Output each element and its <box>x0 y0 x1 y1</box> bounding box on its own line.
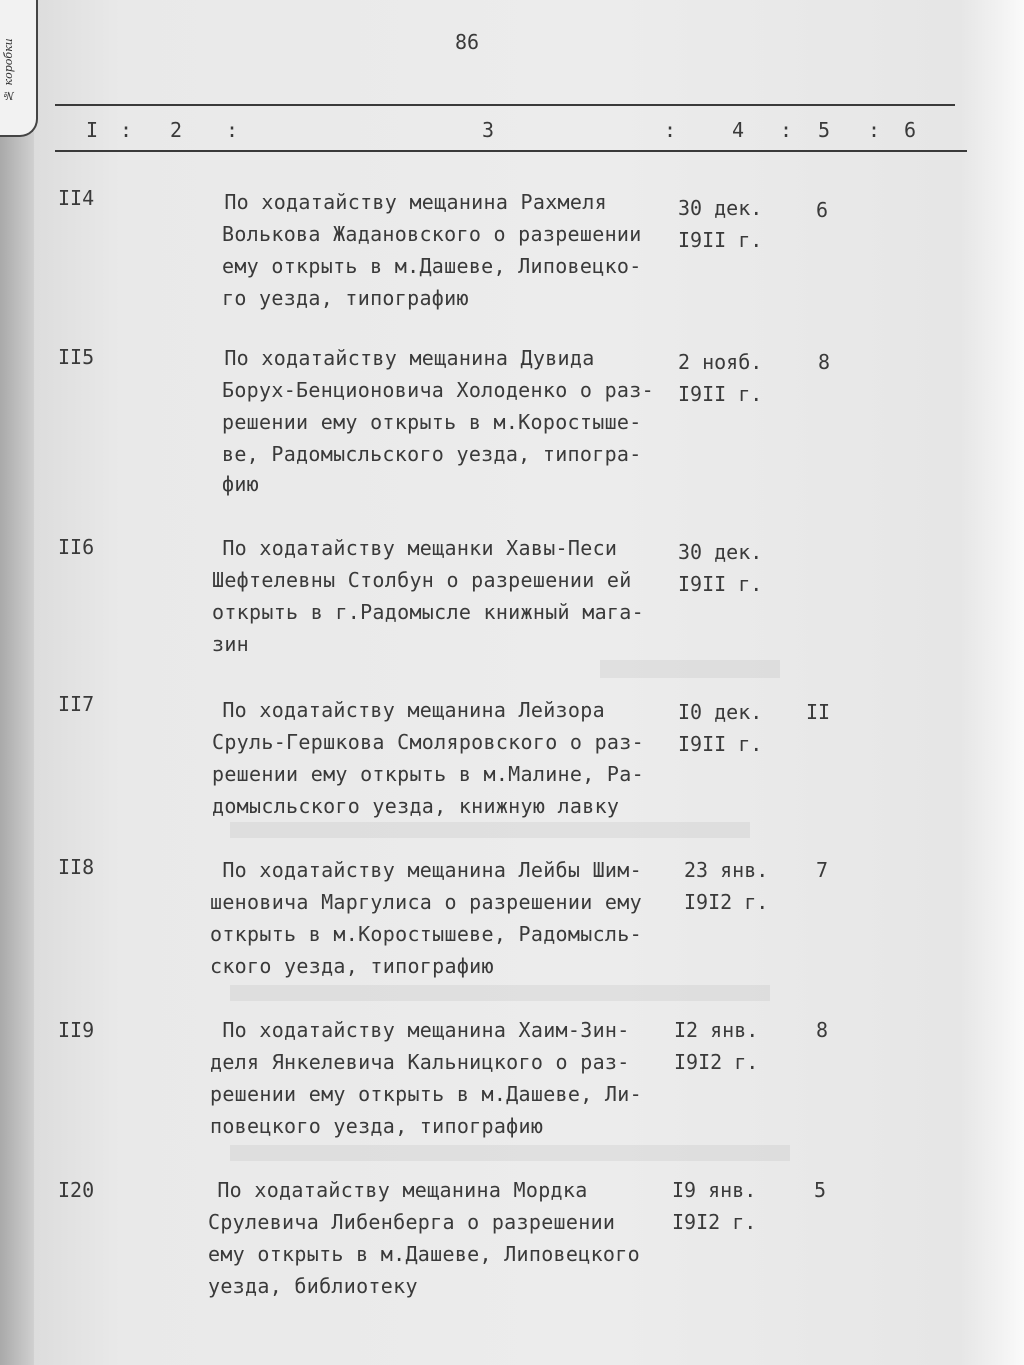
header-separator: : <box>664 118 677 142</box>
row-date-line: 30 дек. <box>678 196 763 220</box>
row-description-line: фию <box>222 472 260 496</box>
bleed-through <box>600 660 780 678</box>
row-date-line: I9II г. <box>678 382 763 406</box>
row-date-line: I2 янв. <box>674 1018 759 1042</box>
row-date-line: I9I2 г. <box>684 890 769 914</box>
bleed-through <box>230 985 770 1001</box>
row-pages: 8 <box>816 1018 829 1042</box>
header-separator: : <box>226 118 239 142</box>
row-description-line: Волькова Жадановского о разрешении <box>222 222 642 246</box>
row-description-line: По ходатайству мещанина Лейзора <box>210 698 605 722</box>
row-description-line: открыть в г.Радомысле книжный мага- <box>212 600 644 624</box>
row-description-line: Шефтелевны Столбун о разрешении ей <box>212 568 632 592</box>
header-bottom-rule <box>55 150 967 152</box>
row-date-line: I9II г. <box>678 572 763 596</box>
row-description-line: По ходатайству мещанина Хаим-Зин- <box>210 1018 630 1042</box>
row-date-line: 23 янв. <box>684 858 769 882</box>
row-description-line: уезда, библиотеку <box>208 1274 418 1298</box>
row-description-line: Борух-Бенционовича Холоденко о раз- <box>222 378 654 402</box>
row-description-line: ского уезда, типографию <box>210 954 494 978</box>
row-description-line: домысльского уезда, книжную лавку <box>212 794 620 818</box>
row-number: II4 <box>58 186 95 210</box>
box-number-tab <box>0 0 38 137</box>
page-binding <box>0 0 34 1365</box>
row-number: II5 <box>58 345 95 369</box>
row-date-line: I9II г. <box>678 228 763 252</box>
header-separator: : <box>868 118 881 142</box>
header-col-6: 6 <box>904 118 917 142</box>
header-col-2: 2 <box>170 118 183 142</box>
header-col-5: 5 <box>818 118 831 142</box>
row-number: II6 <box>58 535 95 559</box>
page-number: 86 <box>455 30 480 54</box>
row-description-line: повецкого уезда, типографию <box>210 1114 544 1138</box>
row-description-line: го уезда, типографию <box>222 286 469 310</box>
row-description-line: решении ему открыть в м.Малине, Ра- <box>212 762 644 786</box>
header-col-4: 4 <box>732 118 745 142</box>
row-description-line: ве, Радомысльского уезда, типогра- <box>222 442 642 466</box>
row-date-line: I9I2 г. <box>674 1050 759 1074</box>
row-pages: 7 <box>816 858 829 882</box>
row-description-line: Сруль-Гершкова Смоляровского о раз- <box>212 730 644 754</box>
row-description-line: шеновича Маргулиса о разрешении ему <box>210 890 642 914</box>
row-description-line: По ходатайству мещанки Хавы-Песи <box>210 536 618 560</box>
row-description-line: деля Янкелевича Кальницкого о раз- <box>210 1050 630 1074</box>
row-description-line: ему открыть в м.Дашеве, Липовецкого <box>208 1242 640 1266</box>
row-description-line: По ходатайству мещанина Дувида <box>212 346 595 370</box>
row-description-line: По ходатайству мещанина Рахмеля <box>212 190 607 214</box>
row-number: II7 <box>58 692 95 716</box>
row-date-line: I9I2 г. <box>672 1210 757 1234</box>
header-top-rule <box>55 104 955 106</box>
box-number-label: № коробки <box>2 38 15 102</box>
header-separator: : <box>120 118 133 142</box>
row-description-line: По ходатайству мещанина Мордка <box>205 1178 588 1202</box>
row-number: I20 <box>58 1178 95 1202</box>
row-date-line: I9 янв. <box>672 1178 757 1202</box>
row-description-line: открыть в м.Коростышеве, Радомысль- <box>210 922 642 946</box>
bleed-through <box>230 1145 790 1161</box>
header-col-3: 3 <box>482 118 495 142</box>
row-description-line: решении ему открыть в м.Коростыше- <box>222 410 642 434</box>
row-date-line: 30 дек. <box>678 540 763 564</box>
row-number: II8 <box>58 855 95 879</box>
row-description-line: По ходатайству мещанина Лейбы Шим- <box>210 858 642 882</box>
row-number: II9 <box>58 1018 95 1042</box>
row-pages: II <box>806 700 831 724</box>
header-separator: : <box>780 118 793 142</box>
row-description-line: ему открыть в м.Дашеве, Липовецко- <box>222 254 642 278</box>
row-description-line: зин <box>212 632 250 656</box>
row-pages: 5 <box>814 1178 827 1202</box>
row-date-line: I9II г. <box>678 732 763 756</box>
row-pages: 8 <box>818 350 831 374</box>
row-pages: 6 <box>816 198 829 222</box>
bleed-through <box>230 822 750 838</box>
header-col-1: I <box>86 118 99 142</box>
row-description-line: Срулевича Либенберга о разрешении <box>208 1210 616 1234</box>
row-date-line: I0 дек. <box>678 700 763 724</box>
row-date-line: 2 нояб. <box>678 350 763 374</box>
row-description-line: решении ему открыть в м.Дашеве, Ли- <box>210 1082 642 1106</box>
